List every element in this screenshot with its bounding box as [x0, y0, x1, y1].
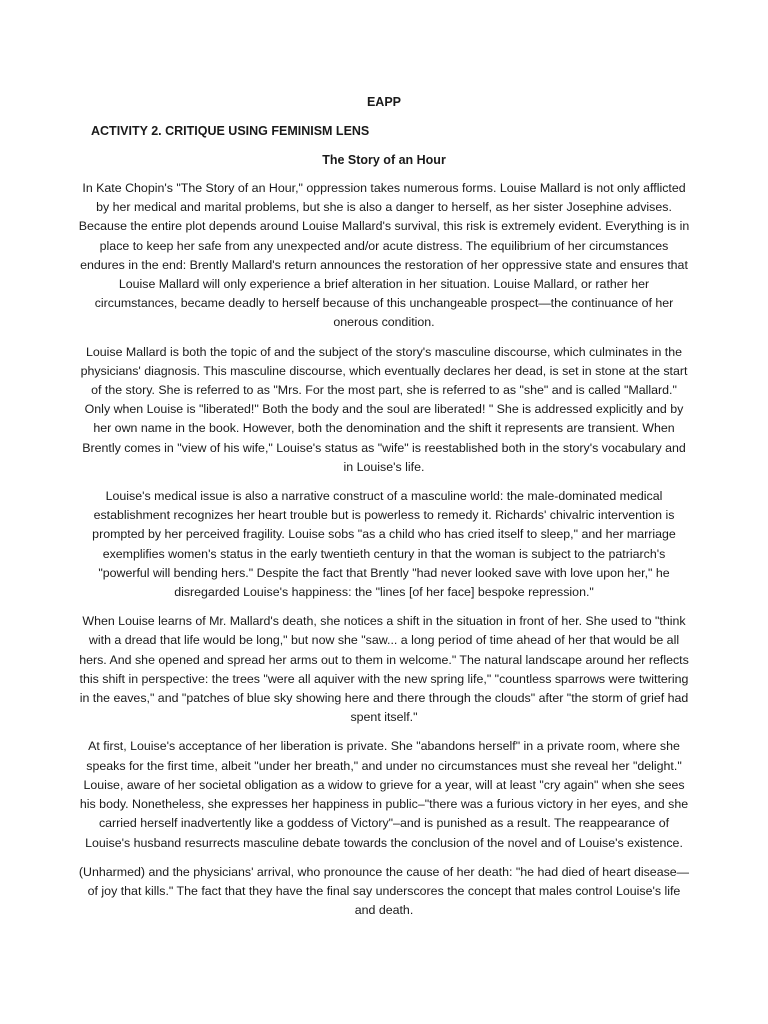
- paragraph-6: (Unharmed) and the physicians' arrival, who pronounce the cause of her death: "he had died of heart disease—of joy that kills." The fact that they have the final say underscores the concept that males control Louise's life and death.: [78, 864, 690, 918]
- story-title: The Story of an Hour: [322, 153, 446, 167]
- paragraph-5: At first, Louise's acceptance of her liberation is private. She "abandons herself" in a private room, where she speaks for the first time, albeit "under her breath," and under no circumstances must she reveal her "delight." Louise, aware of her societal obligation as a widow to grieve for a year, will at least "cry again" when she sees his body. Nonetheless, she expresses her happiness in public–"there was a furious victory in her eyes, and she carried herself inadvertently like a goddess of Victory"–and is punished as a result. The reappearance of Louise's husband resurrects masculine debate towards the conclusion of the novel and of Louise's existence.: [79, 739, 689, 850]
- document-header: EAPP: [366, 95, 402, 109]
- paragraph-4: When Louise learns of Mr. Mallard's death, she notices a shift in the situation in front of her. She used to "think with a dread that life would be long," but now she "saw... a long period of time ahead of her that would be all hers. And she opened and spread her arms out to them in welcome." The natural landscape around her reflects this shift in perspective: the trees "were all aquiver with the new spring life," "countless sparrows were twittering in the eaves," and "patches of blue sky showing here and there through the clouds" after "the storm of grief had spent itself.": [79, 614, 689, 725]
- paragraph-2: Louise Mallard is both the topic of and the subject of the story's masculine discourse, which culminates in the physicians' diagnosis. This masculine discourse, which eventually declares her dead, is set in stone at the start of the story. She is referred to as "Mrs. For the most part, she is referred to as "she" and is called "Mallard." Only when Louise is "liberated!" Both the body and the soul are liberated! " She is addressed explicitly and by her own name in the book. However, both the denomination and the shift it represents are transient. When Brently comes in "view of his wife," Louise's status as "wife" is reestablished both in the story's vocabulary and in Louise's life.: [80, 344, 688, 474]
- activity-heading: ACTIVITY 2. CRITIQUE USING FEMINISM LENS: [91, 124, 370, 138]
- paragraph-1: In Kate Chopin's "The Story of an Hour," oppression takes numerous forms. Louise Mallard is not only afflicted by her medical and marital problems, but she is also a danger to herself, as her sister Josephine advises. Because the entire plot depends around Louise Mallard's survival, this risk is extremely evident. Everything is in place to keep her safe from any unexpected and/or acute distress. The equilibrium of her circumstances endures in the end: Brently Mallard's return announces the restoration of her oppressive state and ensures that Louise Mallard will only experience a brief alteration in her situation. Louise Mallard, or rather her circumstances, became deadly to herself because of this unchangeable prospect—the continuance of her onerous condition.: [78, 181, 690, 330]
- paragraph-3: Louise's medical issue is also a narrative construct of a masculine world: the male-dominated medical establishment recognizes her heart trouble but is powerless to remedy it. Richards' chivalric intervention is prompted by her perceived fragility. Louise sobs "as a child who has cried itself to sleep," and her marriage exemplifies women's status in the early twentieth century in that the woman is subject to the patriarch's "powerful will bending hers." Despite the fact that Brently "had never looked save with love upon her," he disregarded Louise's happiness: the "lines [of her face] bespoke repression.": [92, 489, 676, 600]
- essay-body: [78, 179, 690, 930]
